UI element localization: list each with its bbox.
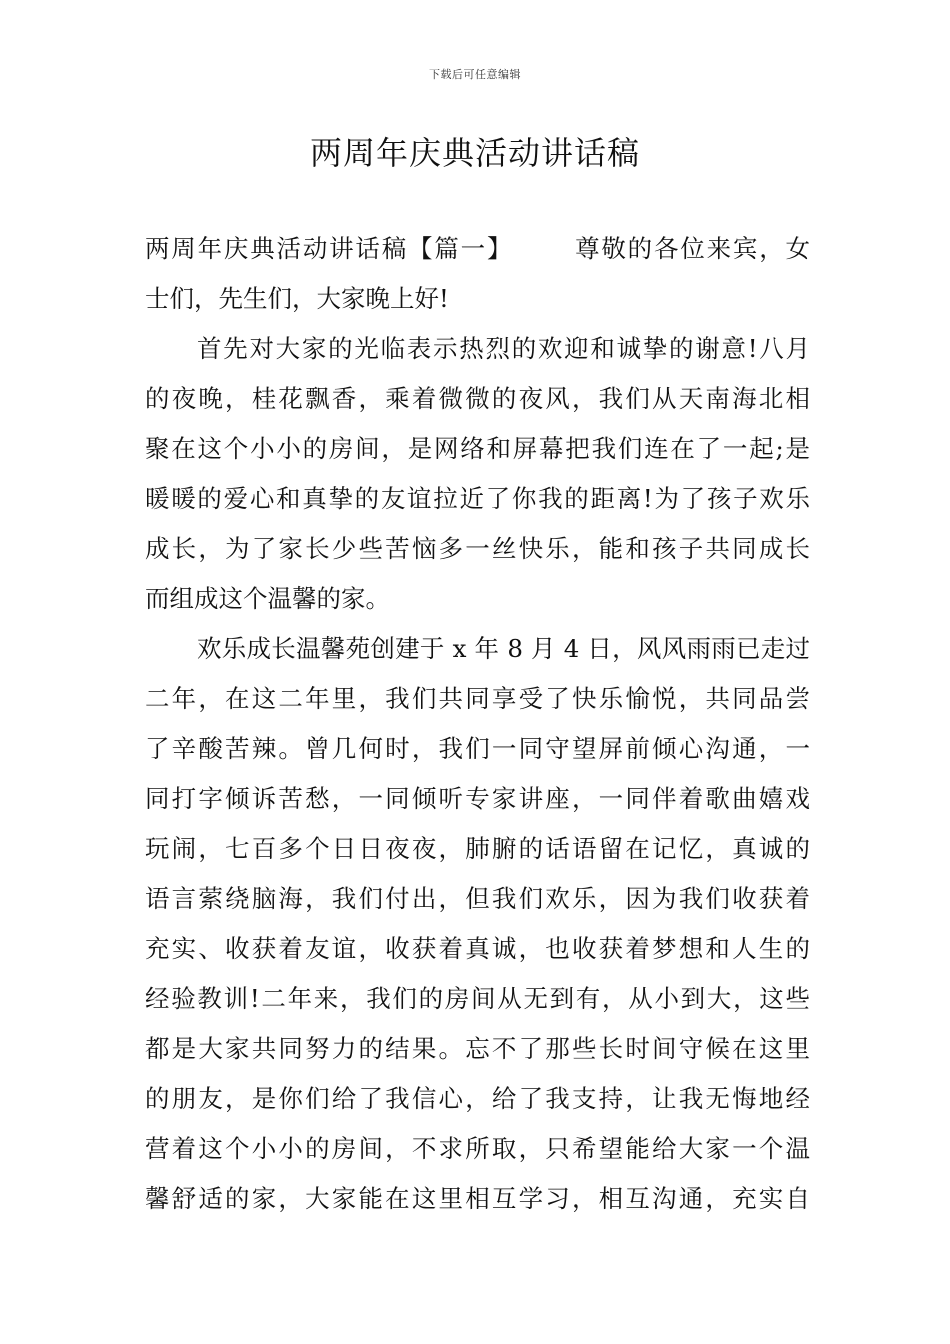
text-line: 经验教训!二年来，我们的房间从无到有，从小到大，这些 — [145, 984, 810, 1013]
text-line: 都是大家共同努力的结果。忘不了那些长时间守候在这里 — [145, 1034, 810, 1063]
text-line: 而组成这个温馨的家。 — [145, 584, 390, 613]
text-line: 暖暖的爱心和真挚的友谊拉近了你我的距离!为了孩子欢乐 — [145, 484, 810, 513]
text-line: 玩闹，七百多个日日夜夜，肺腑的话语留在记忆，真诚的 — [145, 834, 810, 863]
text-line: 的夜晚，桂花飘香，乘着微微的夜风，我们从天南海北相 — [145, 384, 810, 413]
text-line: 成长，为了家长少些苦恼多一丝快乐，能和孩子共同成长 — [145, 534, 810, 563]
text-line: 馨舒适的家，大家能在这里相互学习，相互沟通，充实自 — [145, 1184, 810, 1213]
text-line: 语言萦绕脑海，我们付出，但我们欢乐，因为我们收获着 — [145, 884, 810, 913]
text-line: 聚在这个小小的房间，是网络和屏幕把我们连在了一起;是 — [145, 434, 810, 463]
text-line: 的朋友，是你们给了我信心，给了我支持，让我无悔地经 — [145, 1084, 810, 1113]
salutation-text: 尊敬的各位来宾，女 — [573, 234, 811, 263]
text-line: 营着这个小小的房间，不求所取，只希望能给大家一个温 — [145, 1134, 810, 1163]
document-title: 两周年庆典活动讲话稿 — [309, 134, 640, 172]
text-line — [145, 224, 810, 274]
document-body — [145, 224, 810, 1224]
section-heading: 两周年庆典活动讲话稿【篇一】 — [145, 234, 514, 263]
header-note: 下载后可任意编辑 — [429, 68, 521, 81]
text-line: 士们，先生们，大家晚上好! — [145, 284, 449, 313]
text-line: 充实、收获着友谊，收获着真诚，也收获着梦想和人生的 — [145, 934, 810, 963]
text-line: 欢乐成长温馨苑创建于 x 年 8 月 4 日，风风雨雨已走过 — [197, 634, 810, 663]
text-line: 了辛酸苦辣。曾几何时，我们一同守望屏前倾心沟通，一 — [145, 734, 810, 763]
text-line: 二年，在这二年里，我们共同享受了快乐愉悦，共同品尝 — [145, 684, 810, 713]
text-line: 首先对大家的光临表示热烈的欢迎和诚挚的谢意!八月 — [197, 334, 810, 363]
text-line: 同打字倾诉苦愁，一同倾听专家讲座，一同伴着歌曲嬉戏 — [145, 784, 810, 813]
